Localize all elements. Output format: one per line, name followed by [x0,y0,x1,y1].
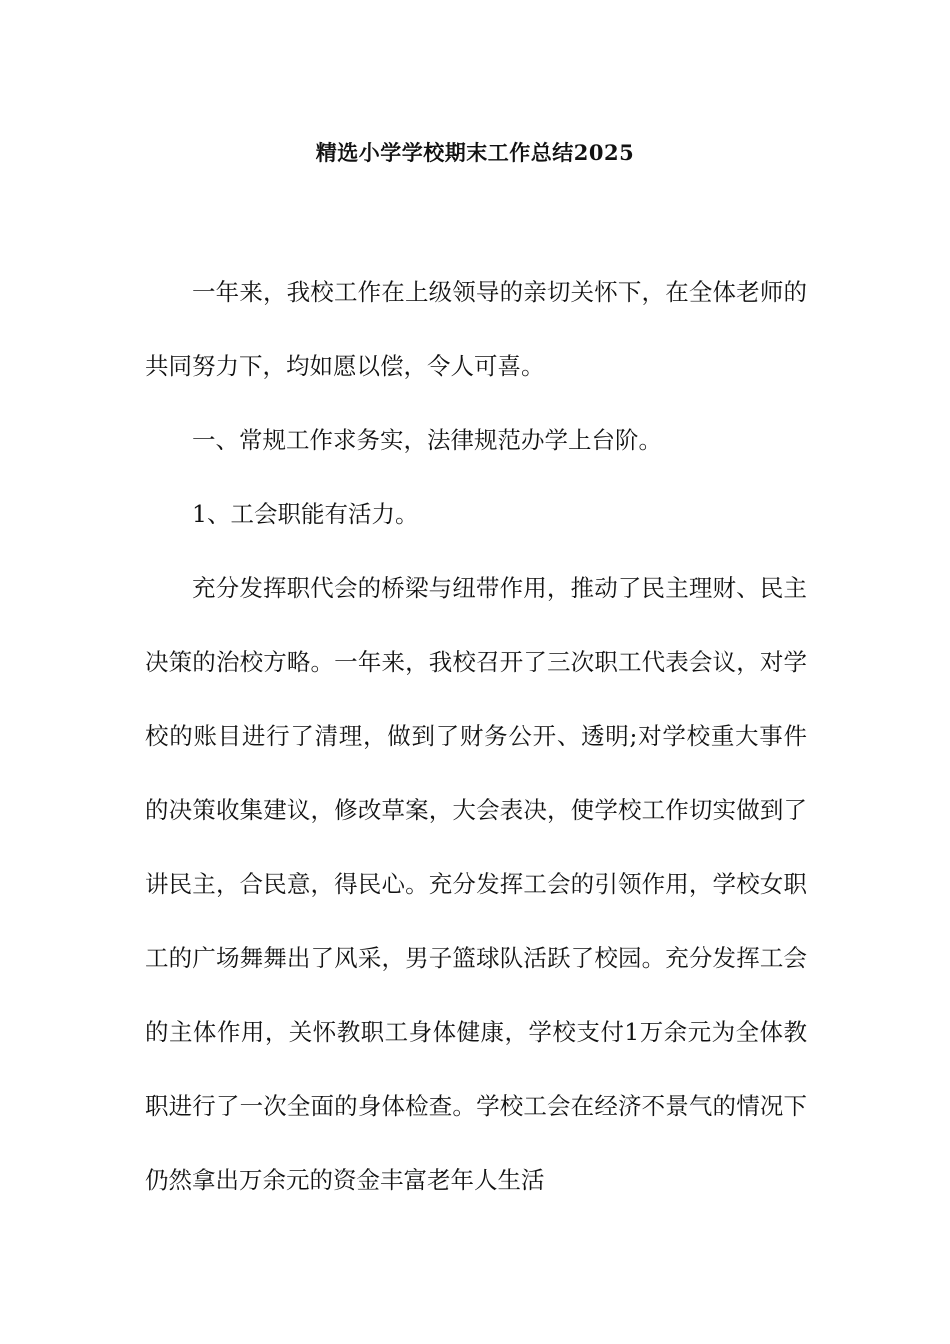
document-body [145,255,807,1217]
paragraph-subheading: 1、工会职能有活力。 [192,500,419,528]
paragraph-union-work: 充分发挥职代会的桥梁与纽带作用，推动了民主理财、民主决策的治校方略。一年来，我校召开了三次职工代表会议，对学校的账目进行了清理，做到了财务公开、透明;对学校重大事件的决策收集建议，修改草案，大会表决，使学校工作切实做到了讲民主，合民意，得民心。充分发挥工会的引领作用，学校女职工的广场舞舞出了风采，男子篮球队活跃了校园。充分发挥工会的主体作用，关怀教职工身体健康，学校支付1万余元为全体教职进行了一次全面的身体检查。学校工会在经济不景气的情况下仍然拿出万余元的资金丰富老年人生活 [145,574,807,1194]
paragraph-section-heading: 一、常规工作求务实，法律规范办学上台阶。 [192,426,662,454]
document-title: 精选小学学校期末工作总结2025 [315,140,635,165]
paragraph-intro: 一年来，我校工作在上级领导的亲切关怀下，在全体老师的共同努力下，均如愿以偿，令人可喜。 [145,278,807,380]
